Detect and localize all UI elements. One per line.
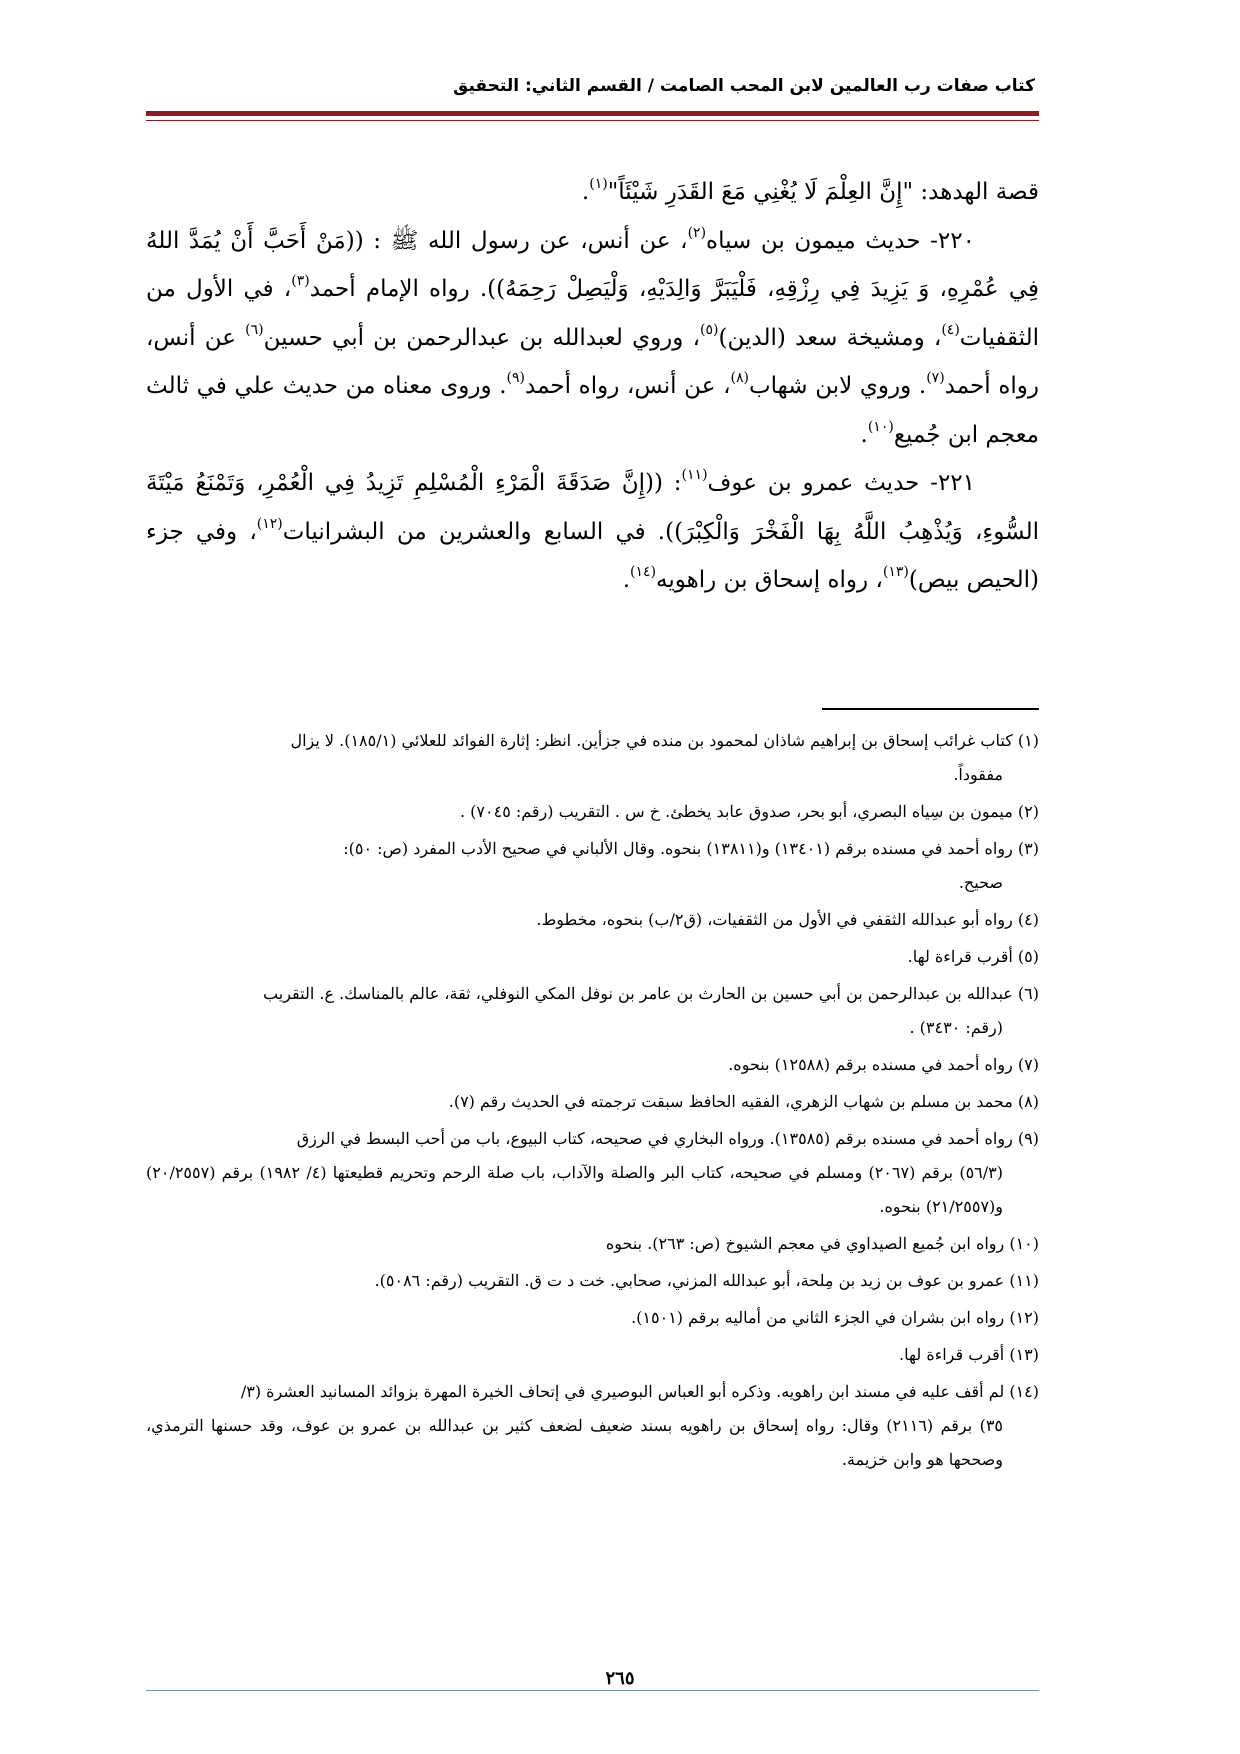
- footnote-12: [146, 1301, 1039, 1335]
- footnote-number: (٨): [1017, 1092, 1039, 1111]
- footnote-ref[interactable]: (١١): [681, 467, 708, 483]
- footnote-number: (١١): [1009, 1271, 1039, 1290]
- footnote-continuation: صحيح.: [958, 873, 1003, 892]
- footnote-number: (٢): [1017, 802, 1039, 821]
- footnote-number: (٦): [1017, 984, 1039, 1003]
- footnote-ref[interactable]: (١٢): [256, 515, 283, 532]
- footnote-text: رواه أحمد في مسنده برقم (١٢٥٨٨) بنحوه.: [728, 1055, 1013, 1074]
- footnote-number: (٣): [1017, 839, 1039, 858]
- footnote-ref[interactable]: (١٠): [867, 418, 894, 435]
- footnote-2: [146, 795, 1039, 829]
- footnote-9: [146, 1122, 1039, 1224]
- paragraph-hoopoe: قصة الهدهد: "إِنَّ العِلْمَ لَا يُغْنِي مَعَ القَدَرِ شَيْئَاً"$^{(١)}$.: [581, 176, 1039, 205]
- footnote-1: [146, 724, 1039, 792]
- footnote-14: [146, 1375, 1039, 1477]
- footnote-ref[interactable]: (٣): [291, 273, 310, 289]
- footnote-separator: [822, 708, 1039, 710]
- footnote-continuation: (٥٦/٣) برقم (٢٠٦٧) ومسلم في صحيحه، كتاب البر والصلة والآداب، باب صلة الرحم وتحريم قطيعتها (٤/ ١٩٨٢) برقم (٢٠/٢٥٥٧) و(٢١/٢٥٥٧) بنحوه.: [146, 1163, 1003, 1216]
- footnotes: [146, 724, 1039, 1480]
- footnote-4: [146, 903, 1039, 937]
- footnote-13: [146, 1338, 1039, 1372]
- footnote-continuation: ٣٥) برقم (٢١١٦) وقال: رواه إسحاق بن راهويه بسند ضعيف لضعف كثير بن عبدالله بن عمرو بن عوف، وقد حسنها الترمذي، وصححها هو وابن خزيمة.: [146, 1416, 1003, 1469]
- footnote-ref[interactable]: (٢): [687, 224, 707, 241]
- footnote-number: (٧): [1017, 1055, 1039, 1074]
- footnote-text: رواه ابن بشران في الجزء الثاني من أماليه برقم (١٥٠١).: [631, 1308, 1005, 1327]
- paragraph-hadith-221: ٢٢١- حديث عمرو بن عوف$^{(١١)}$: ((إِنَّ صَدَقَةَ الْمَرْءِ الْمُسْلِمِ تَزِيدُ فِي الْعُمْرِ، وَتَمْنَعُ مَيْتَةَ السُّوءِ، وَيُذْهِبُ اللَّهُ بِهَا الْفَخْرَ وَالْكِبْرَ)). في السابع والعشرين من البشرانيات$^{(١٢)}$، وفي جزء (الحيص بيص)$^{(١٣)}$، رواه إسحاق بن راهويه$^{(١٤)}$.: [146, 467, 1039, 593]
- running-header: كتاب صفات رب العالمين لابن المحب الصامت / القسم الثاني: التحقيق: [453, 76, 1035, 96]
- footnote-number: (١٢): [1009, 1308, 1039, 1327]
- footnote-text: محمد بن مسلم بن شهاب الزهري، الفقيه الحافظ سبقت ترجمته في الحديث رقم (٧).: [448, 1092, 1013, 1111]
- footnote-text: رواه أحمد في مسنده برقم (١٣٥٨٥). ورواه البخاري في صحيحه، كتاب البيوع، باب من أحب البسط في الرزق: [296, 1129, 1013, 1148]
- footnote-ref[interactable]: (٤): [941, 321, 960, 338]
- footnote-3: [146, 832, 1039, 900]
- footnote-8: [146, 1085, 1039, 1119]
- footnote-ref[interactable]: (٥): [700, 321, 719, 338]
- footnote-10: [146, 1227, 1039, 1261]
- footnote-text: عبدالله بن عبدالرحمن بن أبي حسين بن الحارث بن عامر بن نوفل المكي النوفلي، ثقة، عالم بالمناسك. ع. التقريب: [263, 984, 1013, 1003]
- page-number: ٢٦٥: [570, 1668, 670, 1689]
- footnote-text: كتاب غرائب إسحاق بن إبراهيم شاذان لمحمود بن منده في جزأين. انظر: إثارة الفوائد للعلائي (١٨٥/١). لا يزال: [290, 731, 1013, 750]
- footnote-text: أقرب قراءة لها.: [907, 947, 1013, 966]
- footnote-text: رواه ابن جُميع الصيداوي في معجم الشيوخ (ص: ٢٦٣). بنحوه: [605, 1234, 1005, 1253]
- footnote-ref[interactable]: (٩): [506, 370, 525, 386]
- paragraph-text: قصة الهدهد: "إِنَّ العِلْمَ لَا يُغْنِي مَعَ القَدَرِ شَيْئَاً": [607, 179, 1039, 205]
- footnote-text: رواه أبو عبدالله الثقفي في الأول من الثقفيات، (ق٢/ب) بنحوه، مخطوط.: [536, 910, 1013, 929]
- header-rule-thin: [146, 120, 1039, 121]
- footnote-text: عمرو بن عوف بن زيد بن مِلحة، أبو عبدالله المزني، صحابي. خت د ت ق. التقريب (رقم: ٥٠٨٦).: [374, 1271, 1005, 1290]
- footnote-number: (١٣): [1009, 1345, 1039, 1364]
- footnote-text: رواه أحمد في مسنده برقم (١٣٤٠١) و(١٣٨١١) بنحوه. وقال الألباني في صحيح الأدب المفرد (ص: ٥٠):: [343, 839, 1013, 858]
- paragraph-hadith-220: ٢٢٠- حديث ميمون بن سياه$^{(٢)}$، عن أنس، عن رسول الله ﷺ : ((مَنْ أَحَبَّ أَنْ يُمَدَّ اللهُ فِي عُمْرِهِ، وَ يَزِيدَ فِي رِزْقِهِ، فَلْيَبَرَّ وَالِدَيْهِ، وَلْيَصِلْ رَحِمَهُ)). رواه الإمام أحمد$^{(٣)}$، في الأول من الثقفيات$^{(٤)}$، ومشيخة سعد (الدين)$^{(٥)}$، وروي لعبدالله بن عبدالرحمن بن أبي حسين$^{(٦)}$ عن أنس، رواه أحمد$^{(٧)}$. وروي لابن شهاب$^{(٨)}$، عن أنس، رواه أحمد$^{(٩)}$. وروى معناه من حديث علي في ثالث معجم ابن جُميع$^{(١٠)}$.: [146, 224, 1040, 448]
- footnote-number: (٥): [1017, 947, 1039, 966]
- footnote-number: (١): [1017, 731, 1039, 750]
- footnote-7: [146, 1048, 1039, 1082]
- footnote-ref[interactable]: (٧): [926, 370, 945, 386]
- footnote-ref[interactable]: (١٣): [882, 564, 909, 580]
- footnote-number: (١٠): [1009, 1234, 1039, 1253]
- footnote-text: أقرب قراءة لها.: [899, 1345, 1005, 1364]
- header-rule-thick: [146, 111, 1039, 116]
- footnote-6: [146, 977, 1039, 1045]
- main-text: [146, 168, 1039, 605]
- footnote-continuation: (رقم: ٣٤٣٠) .: [909, 1018, 1003, 1037]
- footnote-text: لم أقف عليه في مسند ابن راهويه. وذكره أبو العباس البوصيري في إتحاف الخيرة المهرة بزوائد المسانيد العشرة (٣/: [240, 1382, 1005, 1401]
- footnote-ref[interactable]: (١): [589, 176, 608, 192]
- footer-rule: [146, 1690, 1039, 1691]
- footnote-ref[interactable]: (٦): [245, 321, 264, 338]
- footnote-number: (٩): [1017, 1129, 1039, 1148]
- footnote-number: (٤): [1017, 910, 1039, 929]
- footnote-number: (١٤): [1009, 1382, 1039, 1401]
- footnote-ref[interactable]: (١٤): [630, 564, 657, 580]
- footnote-continuation: مفقوداً.: [953, 765, 1003, 784]
- footnote-5: [146, 940, 1039, 974]
- footnote-ref[interactable]: (٨): [730, 370, 749, 386]
- footnote-11: [146, 1264, 1039, 1298]
- footnote-text: ميمون بن سِياه البصري، أبو بحر، صدوق عابد يخطئ. خ س . التقريب (رقم: ٧٠٤٥) .: [459, 802, 1013, 821]
